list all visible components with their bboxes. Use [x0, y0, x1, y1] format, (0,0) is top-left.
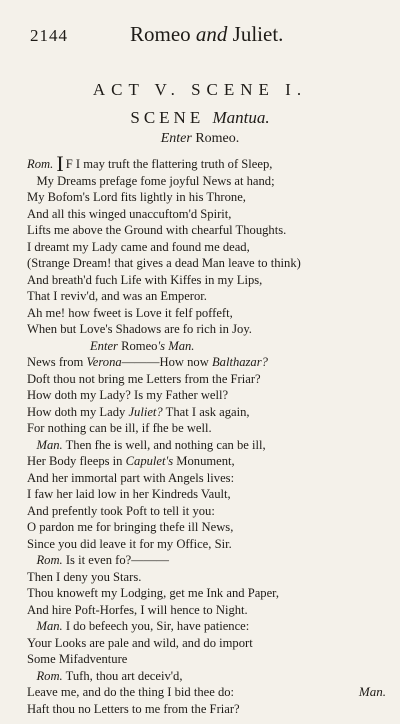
line-text: My Dreams prefage fome joyful News at hand; — [27, 173, 275, 188]
line-text: Tufh, thou art deceiv'd, — [62, 668, 183, 683]
verse-line — [27, 486, 392, 503]
stage-direction: Enter Romeo. — [160, 131, 240, 146]
verse-line — [27, 437, 392, 454]
line-text: Is it even fo?——— — [62, 553, 170, 567]
verse-line — [27, 371, 392, 388]
line-text: Juliet? — [128, 404, 163, 419]
verse-line — [27, 470, 392, 487]
line-text: I faw her laid low in her Kindreds Vault, — [27, 487, 231, 501]
line-text: Her Body fleeps in — [27, 454, 126, 468]
speaker-name: Rom. — [36, 668, 63, 683]
line-text: And prefently took Poft to tell it you: — [27, 503, 215, 518]
line-text: Romeo — [117, 338, 158, 353]
drop-cap: I — [56, 156, 64, 173]
verse-line — [27, 684, 392, 701]
line-text: Your Looks are pale and wild, and do import — [27, 635, 253, 650]
verse-line — [27, 585, 392, 602]
dialogue-text — [27, 156, 392, 717]
line-text: Doft thou not bring me Letters from the Friar? — [27, 371, 261, 386]
verse-line — [27, 305, 392, 322]
line-text: O pardon me for bringing thefe ill News, — [27, 520, 234, 534]
running-header — [30, 22, 380, 52]
verse-line — [27, 701, 392, 718]
line-text: That I ask again, — [162, 404, 250, 419]
scene-heading: SCENE Mantua. — [130, 108, 270, 127]
verse-line — [27, 635, 392, 652]
verse-line — [27, 272, 392, 289]
line-text: My Bofom's Lord fits lightly in his Throne, — [27, 190, 246, 204]
verse-line — [27, 156, 392, 173]
line-text: Enter — [89, 338, 118, 353]
line-text: And breath'd fuch Life with Kiffes in my Lips, — [27, 272, 263, 287]
line-text: Verona — [86, 355, 122, 369]
line-text: Leave me, and do the thing I bid thee do: — [27, 685, 235, 699]
verse-line — [27, 668, 392, 685]
line-text: ———How now — [121, 355, 212, 369]
line-text: How doth my Lady? Is my Father well? — [27, 388, 229, 402]
verse-line — [27, 338, 392, 355]
verse-line — [27, 206, 392, 223]
catchword: Man. — [358, 684, 386, 699]
verse-line — [27, 255, 392, 272]
verse-line — [27, 552, 392, 569]
verse-line — [27, 536, 392, 553]
verse-line — [27, 288, 392, 305]
line-text: (Strange Dream! that gives a dead Man leave to think) — [27, 256, 301, 270]
speaker-name: Rom. — [27, 157, 54, 171]
verse-line — [27, 420, 392, 437]
speaker-name: Man. — [36, 437, 63, 452]
verse-line — [27, 321, 392, 338]
line-text: Lifts me above the Ground with chearful Thoughts. — [27, 223, 287, 237]
line-text: Then I deny you Stars. — [27, 569, 142, 584]
verse-line — [27, 519, 392, 536]
verse-line — [27, 404, 392, 421]
running-title: Romeo and Juliet. — [130, 22, 284, 46]
verse-line — [27, 354, 392, 371]
line-text: That I reviv'd, and was an Emperor. — [27, 289, 207, 303]
verse-line — [27, 222, 392, 239]
line-text: Some Mifadventure — [27, 652, 128, 666]
line-text: Balthazar? — [211, 355, 268, 369]
verse-line — [27, 387, 392, 404]
line-text: Monument, — [173, 454, 235, 468]
line-text — [27, 339, 90, 353]
line-text: Ah me! how fweet is Love it felf poffeft, — [27, 305, 233, 320]
speaker-name: Man. — [36, 619, 63, 633]
page-number: 2144 — [30, 26, 68, 45]
verse-line — [27, 239, 392, 256]
act-heading: ACT V. SCENE I. — [92, 80, 308, 99]
speaker-name: Rom. — [36, 553, 63, 567]
verse-line — [27, 651, 392, 668]
verse-line — [27, 189, 392, 206]
line-text: Capulet's — [125, 454, 174, 468]
line-text: F I may truft the flattering truth of Sleep, — [65, 157, 273, 171]
line-text: And hire Poft-Horfes, I will hence to Night. — [27, 602, 248, 617]
line-text: And her immortal part with Angels lives: — [27, 470, 235, 485]
verse-line — [27, 453, 392, 470]
line-text: I do befeech you, Sir, have patience: — [62, 619, 250, 633]
verse-line — [27, 602, 392, 619]
verse-line — [27, 569, 392, 586]
line-text: Thou knoweft my Lodging, get me Ink and Paper, — [27, 586, 280, 600]
line-text: And all this winged unaccuftom'd Spirit, — [27, 206, 232, 221]
line-text: For nothing can be ill, if fhe be well. — [27, 421, 212, 435]
line-text: I dreamt my Lady came and found me dead, — [27, 239, 250, 254]
line-text: Haft thou no Letters to me from the Friar? — [27, 701, 240, 716]
line-text: When but Love's Shadows are fo rich in Joy. — [27, 322, 252, 336]
line-text: 's Man. — [157, 338, 195, 353]
verse-line — [27, 173, 392, 190]
verse-line — [27, 503, 392, 520]
line-text: How doth my Lady — [27, 404, 129, 419]
line-text: Since you did leave it for my Office, Sir. — [27, 536, 232, 551]
line-text: News from — [27, 355, 87, 369]
line-text: Then fhe is well, and nothing can be ill, — [62, 437, 266, 452]
verse-line — [27, 618, 392, 635]
